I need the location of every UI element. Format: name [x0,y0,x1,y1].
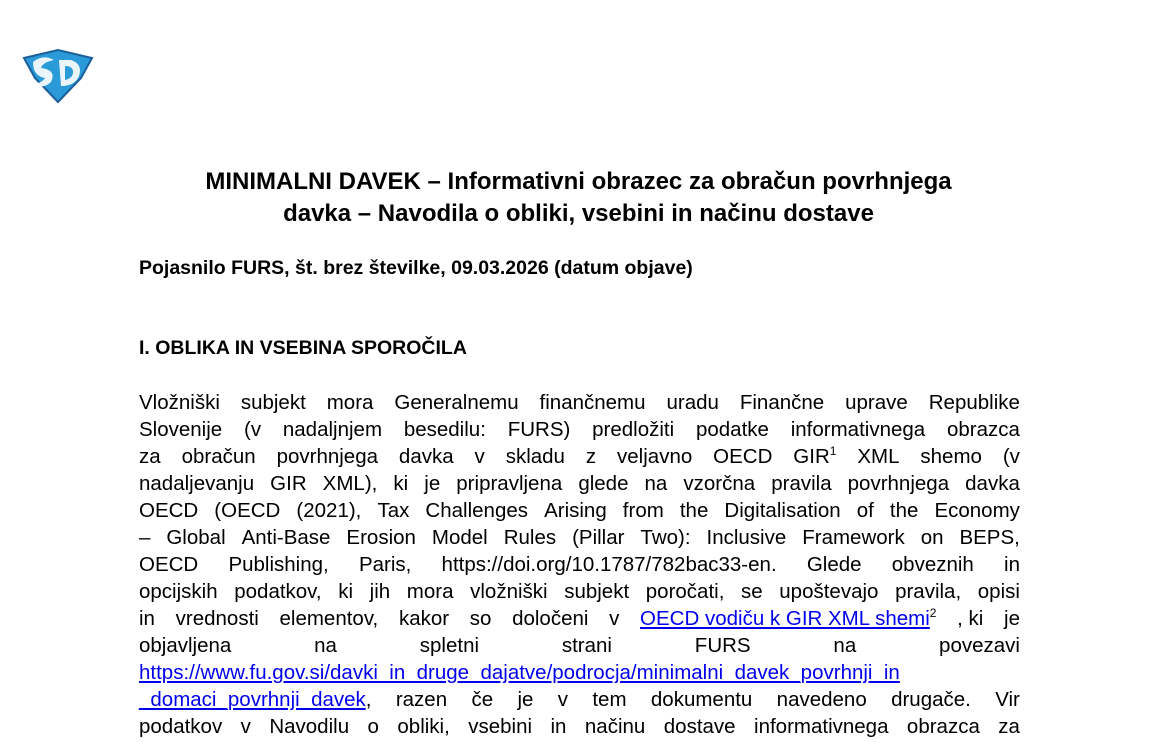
word: Model [431,526,488,549]
word: navedeno [776,688,867,711]
word: Vložniški [139,391,220,414]
word: Challenges [425,499,528,522]
word: vložniški [470,580,548,603]
word: se [741,580,763,603]
paragraph-line [139,389,1020,416]
word: subjekt [564,580,630,603]
word: OECD [139,553,199,576]
word: (v [1002,445,1020,468]
furs-url-link-part2[interactable]: _domaci_povrhnji_davek [139,688,366,711]
paragraph-line [139,524,1020,551]
word: povrhnjega [847,472,950,495]
word: predložiti [592,418,675,441]
word: v [609,607,620,630]
word: ki [338,580,354,603]
word: mora [406,580,454,603]
word: vsebini [468,715,533,738]
word: finančnemu [539,391,646,414]
word: OECD [139,499,199,522]
word: Anti-Base [241,526,331,549]
word: in [550,715,567,738]
word: davka [965,472,1020,495]
document-subtitle: Pojasnilo FURS, št. brez številke, 09.03.2026 (datum objave) [139,257,693,279]
word: razen [395,688,448,711]
word: mora [326,391,374,414]
word: in [139,607,155,630]
word: dokumentu [650,688,753,711]
word: za [139,445,161,468]
word: je [424,472,441,495]
word: opcijskih [139,580,218,603]
word: in [1004,553,1020,576]
word: obveznih [891,553,974,576]
title-line-1: MINIMALNI DAVEK – Informativni obrazec za obračun povrhnjega [205,168,952,195]
word: informativnega [754,715,889,738]
paragraph-line [139,551,1020,578]
word: uprave [845,391,908,414]
word: GIR [270,472,307,495]
word: Digitalisation [724,499,841,522]
word: Navodilu [269,715,350,738]
word: Erosion [346,526,416,549]
word: – [139,526,151,549]
oecd-guide-link[interactable]: OECD vodiču k GIR XML shemi [640,607,930,630]
paragraph-line [139,578,1020,605]
word: Publishing, [228,553,329,576]
section-heading: I. OBLIKA IN VSEBINA SPOROČILA [139,337,467,359]
word: Vir [995,688,1020,711]
body-paragraph [139,389,1020,740]
word: Inclusive [706,526,787,549]
word: je [1004,607,1020,630]
word: on [920,526,944,549]
word: from [622,499,664,522]
word: drugače. [891,688,971,711]
document-title [100,166,1057,230]
sd-logo [21,48,95,104]
word: na [644,472,668,495]
word: subjekt [240,391,306,414]
footnote-ref-2[interactable]: 2 [929,606,937,621]
paragraph-line [139,605,1020,632]
word: of [856,499,874,522]
word: obrazca [906,715,980,738]
paragraph-line [139,416,1020,443]
furs-url-link-part1[interactable]: https://www.fu.gov.si/davki_in_druge_dajatve/podrocja/minimalni_davek_povrhnji_in [139,661,900,684]
word: pripravljena [456,472,563,495]
word: strani [561,634,612,657]
word: Slovenije [139,418,223,441]
word: elementov, [279,607,379,630]
word: spletni [419,634,480,657]
word: Arising [544,499,607,522]
word: obrazca [946,418,1020,441]
word: (v [244,418,262,441]
word: podatke [695,418,769,441]
word: skladu [505,445,565,468]
word: objavljena [139,634,232,657]
word: (OECD [214,499,281,522]
footnote-ref-1[interactable]: 1 [829,444,837,459]
word: ki [393,472,409,495]
paragraph-line: _domaci_povrhnji_davek, razen če je v tem dokumentu navedeno drugače. Vir [139,688,1020,711]
word: https://doi.org/10.1787/782bac33-en. [441,553,777,576]
word: shemo [920,445,982,468]
word: poročati, [645,580,725,603]
word: pravila [771,472,832,495]
word: jih [369,580,391,603]
word: kakor [398,607,450,630]
word: vzorčna [683,472,756,495]
word: povezavi [939,634,1020,657]
paragraph-line [139,659,1020,686]
word: Tax [377,499,410,522]
word: Rules [503,526,557,549]
word: povrhnjega [276,445,379,468]
word: dostave [663,715,736,738]
word: podatkov [139,715,223,738]
word: o [367,715,379,738]
word: XML [857,445,900,468]
word: OECD [713,445,773,468]
word: za [998,715,1020,738]
oecd-guide-link-group [640,605,936,632]
word: glede [578,472,629,495]
word: , ki [957,607,984,630]
word: na [314,634,337,657]
word: Two): [640,526,691,549]
word: v [474,445,485,468]
word: z [585,445,597,468]
paragraph-line [139,443,1020,470]
word: podatkov, [234,580,322,603]
title-line-2: davka – Navodila o obliki, vsebini in načinu dostave [283,200,874,227]
word: opisi [977,580,1020,603]
word: XML), [322,472,378,495]
word: the [679,499,709,522]
word: veljavno [617,445,693,468]
word: Framework [802,526,905,549]
word: je [517,688,534,711]
word: načinu [584,715,646,738]
word: določeni [512,607,589,630]
word: (Pillar [572,526,625,549]
word: tem [592,688,627,711]
word: Glede [806,553,862,576]
word: so [469,607,492,630]
word: v [557,688,569,711]
word: informativnega [790,418,926,441]
word: vrednosti [175,607,259,630]
word: BEPS, [959,526,1020,549]
word: obračun [181,445,256,468]
word: nadaljevanju [139,472,255,495]
word: nadaljnjem [282,418,383,441]
word: Generalnemu [394,391,519,414]
gir-with-footnote: GIR$^1$ [793,444,837,468]
word: besedilu: [403,418,486,441]
word: Republike [928,391,1020,414]
word: Economy [934,499,1020,522]
word: FURS [694,634,751,657]
word: obliki, [397,715,450,738]
word: Global [166,526,226,549]
word: the [889,499,919,522]
word: uradu [666,391,719,414]
word: pravila, [895,580,962,603]
word: (2021), [296,499,362,522]
paragraph-line [139,713,1020,740]
paragraph-line [139,497,1020,524]
word: upoštevajo [779,580,879,603]
word: na [833,634,857,657]
word: Finančne [739,391,825,414]
word: davka [398,445,454,468]
paragraph-line [139,632,1020,659]
paragraph-line [139,470,1020,497]
word: FURS) [507,418,571,441]
word: v [240,715,251,738]
word: Paris, [358,553,412,576]
word: če [471,688,494,711]
